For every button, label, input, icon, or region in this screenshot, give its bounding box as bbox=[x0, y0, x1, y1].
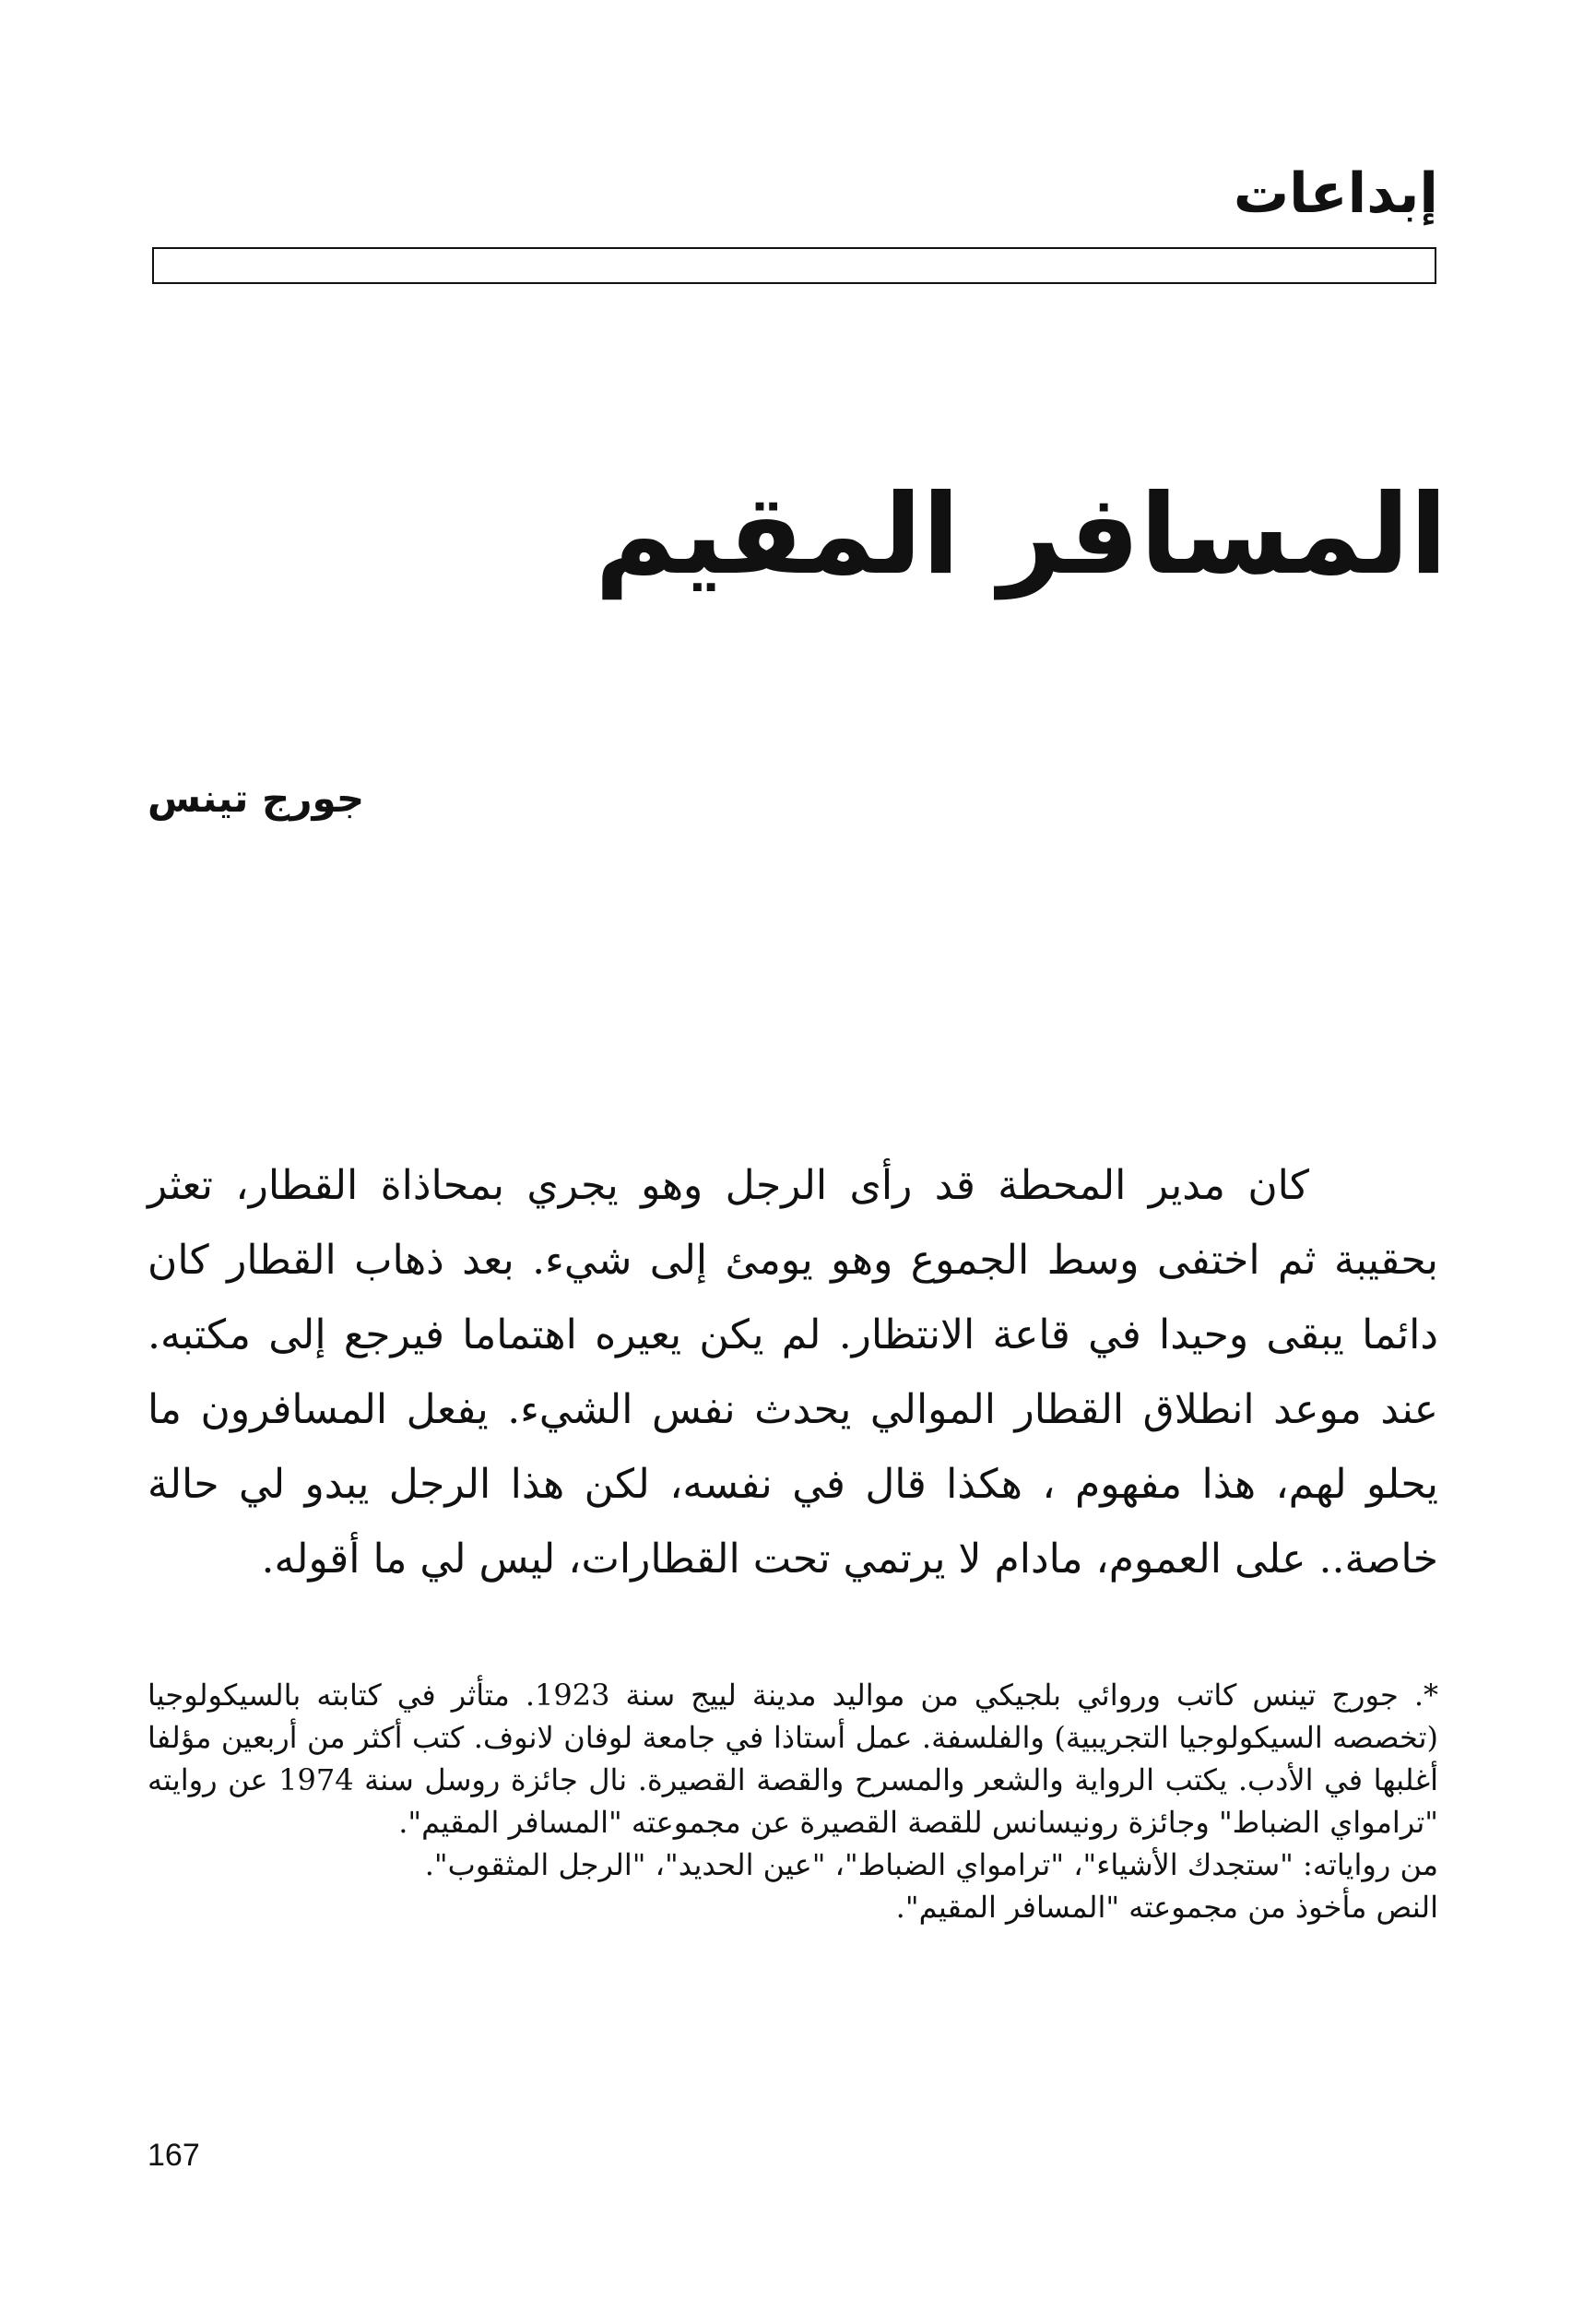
footnote-novels: من رواياته: "ستجدك الأشياء"، "ترامواي الضباط"، "عين الحديد"، "الرجل المثقوب". bbox=[424, 1847, 1438, 1882]
section-label: إبداعات bbox=[1233, 161, 1438, 226]
story-paragraph: كان مدير المحطة قد رأى الرجل وهو يجري بمحاذاة القطار، تعثر بحقيبة ثم اختفى وسط الجموع وهو يومئ إلى شيء. بعد ذهاب القطار كان دائما يبقى وحيدا في قاعة الانتظار. لم يكن يعيره اهتماما فيرجع إلى مكتبه. عند موعد انطلاق القطار الموالي يحدث نفس الشيء. يفعل المسافرون ما يحلو لهم، هذا مفهوم ، هكذا قال في نفسه، لكن هذا الرجل يبدو لي حالة خاصة.. على العموم، مادام لا يرتمي تحت القطارات، ليس لي ما أقوله. bbox=[148, 1162, 1438, 1583]
footnote bbox=[148, 1674, 1438, 1928]
story-title: المسافر المقيم bbox=[595, 471, 1447, 599]
footnote-bio: *. جورج تينس كاتب وروائي بلجيكي من مواليد مدينة لييج سنة 1923. متأثر في كتابته بالسيكولوجيا (تخصصه السيكولوجيا التجريبية) والفلسفة. عمل أستاذا في جامعة لوفان لانوف. كتب أكثر من أربعين مؤلفا أغلبها في الأدب. يكتب الرواية والشعر والمسرح والقصة القصيرة. نال جائزة روسل سنة 1974 عن روايته "ترامواي الضباط" وجائزة رونيسانس للقصة القصيرة عن مجموعته "المسافر المقيم". bbox=[148, 1678, 1439, 1840]
author-name: جورج تينس bbox=[148, 776, 365, 821]
footnote-source: النص مأخوذ من مجموعته "المسافر المقيم". bbox=[895, 1890, 1438, 1925]
section-header-bar bbox=[152, 247, 1436, 284]
page-number: 167 bbox=[148, 2138, 200, 2173]
